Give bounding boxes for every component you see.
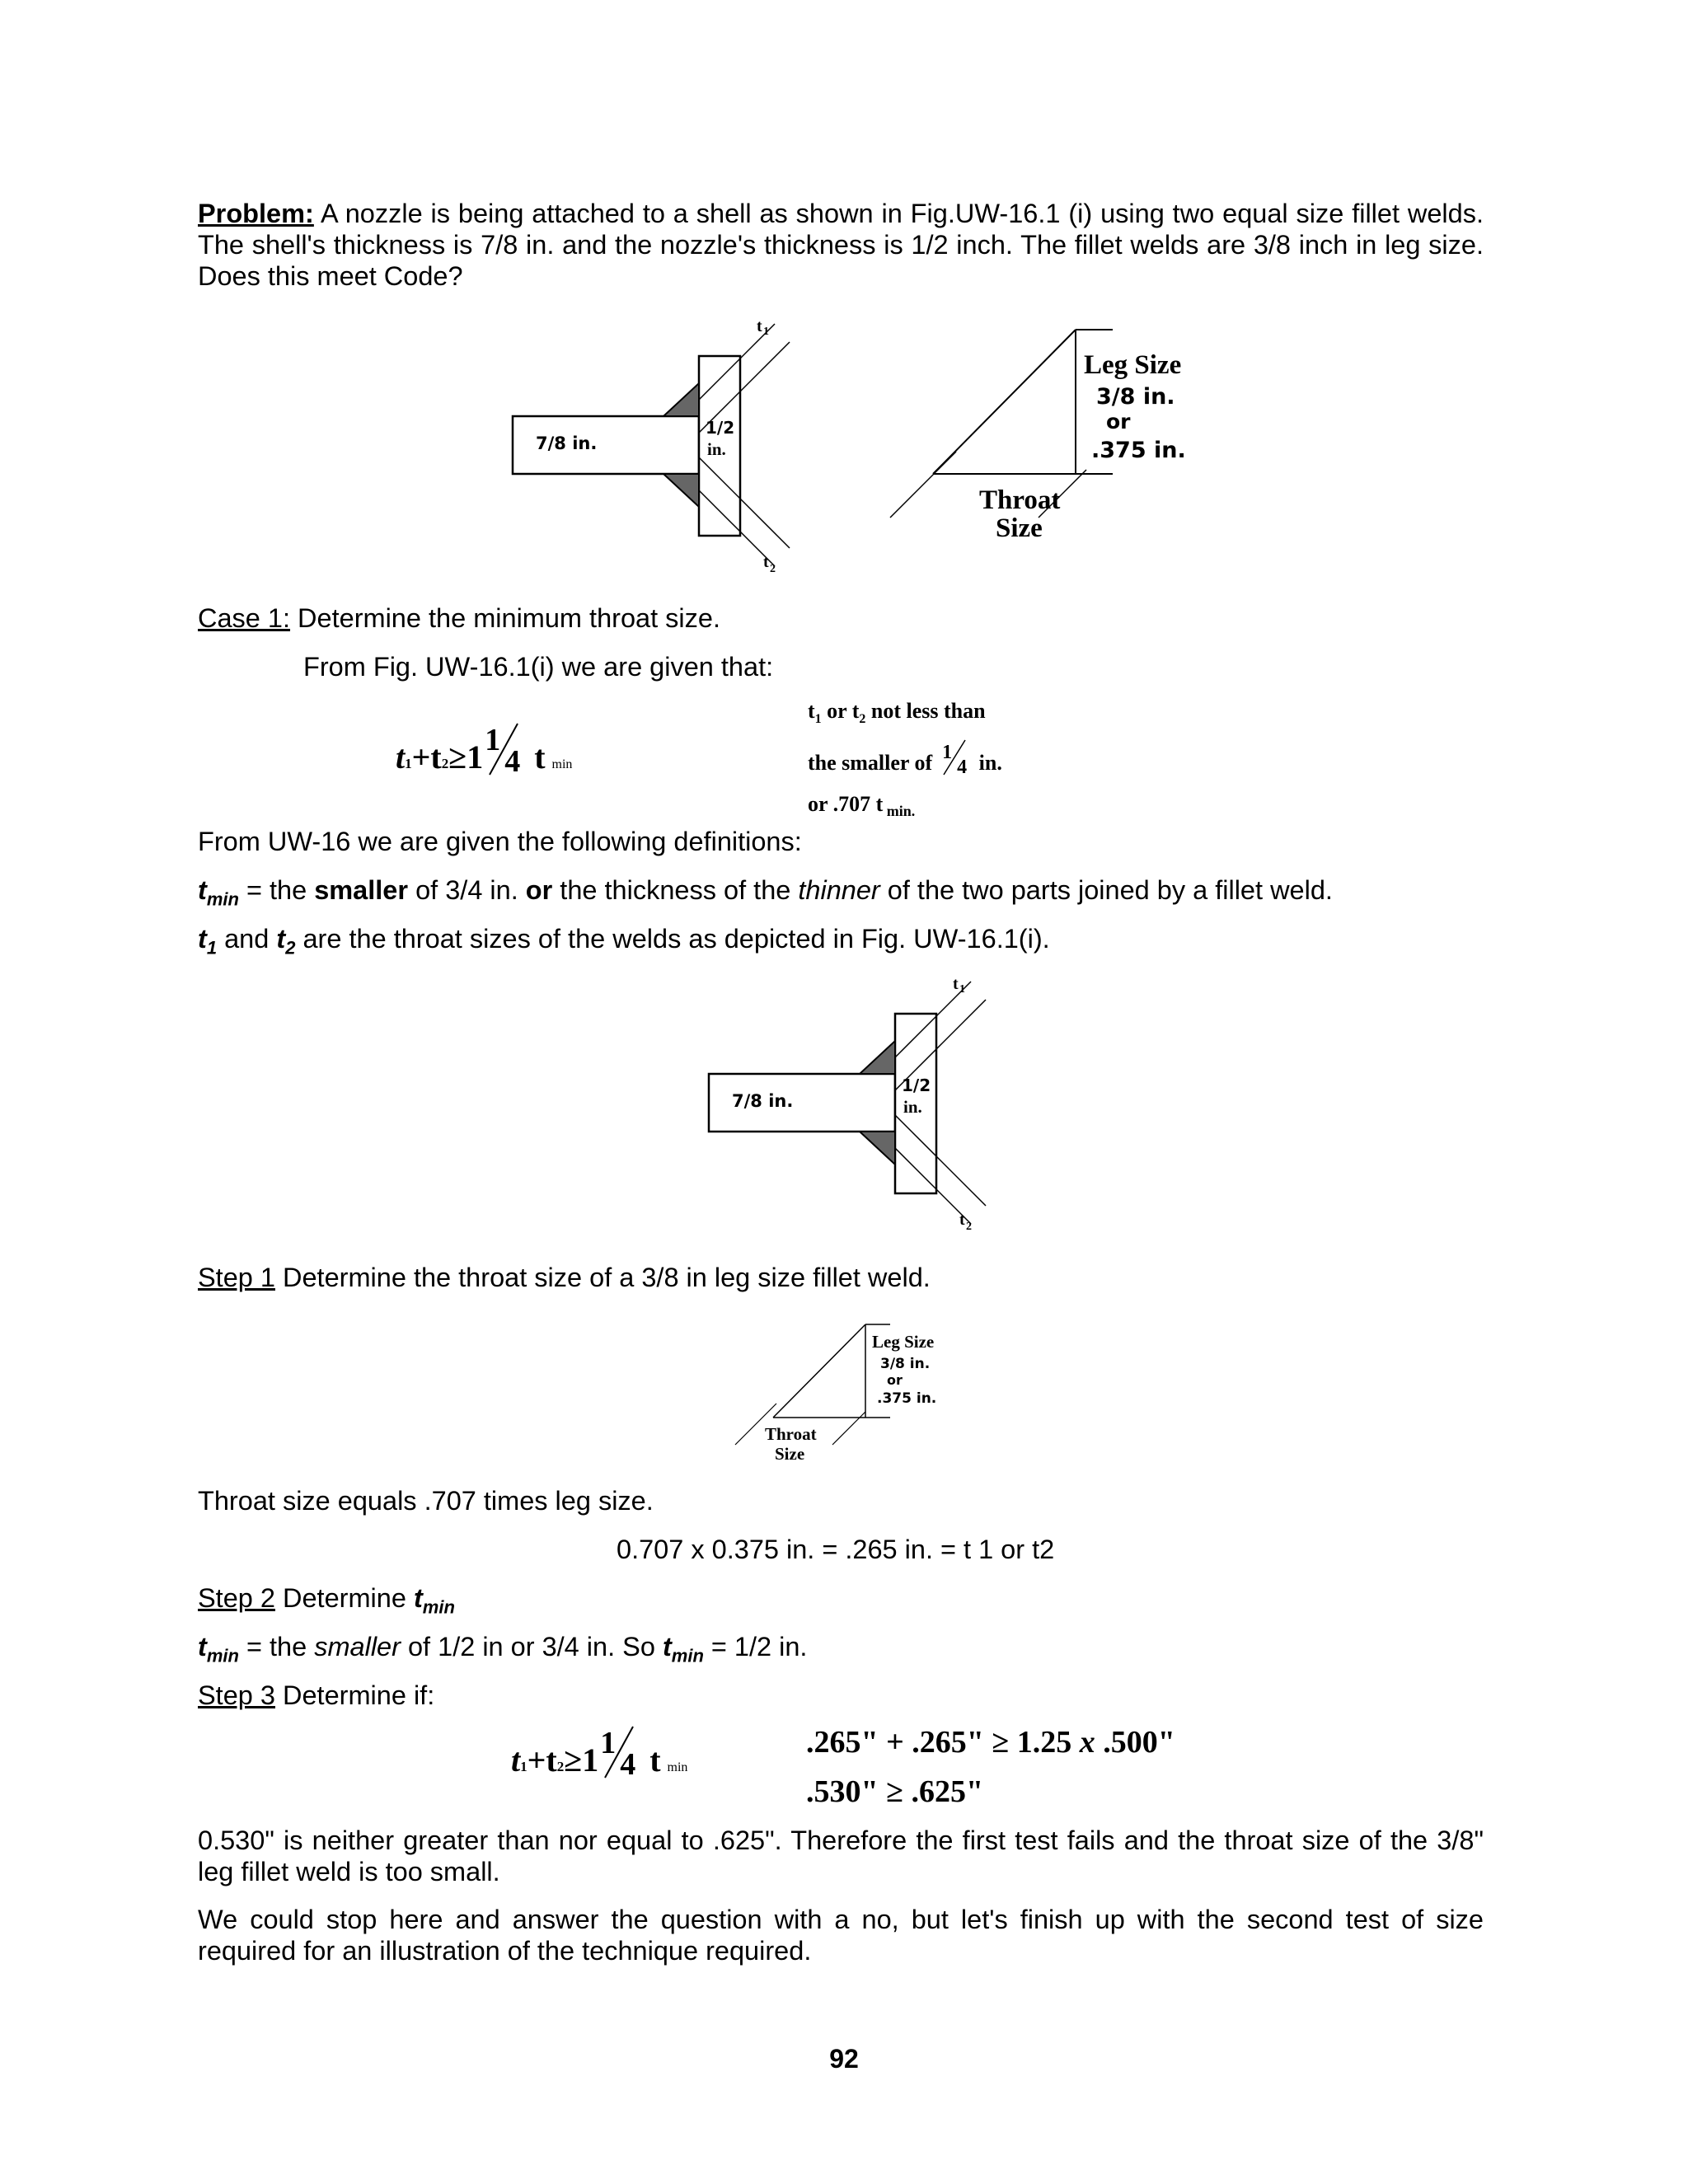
t2-label-2: t (959, 1211, 965, 1229)
small-throat-2: Size (775, 1444, 805, 1464)
case1-given: From Fig. UW-16.1(i) we are given that: (303, 652, 774, 682)
throat-label-1: Throat (979, 485, 1061, 515)
formula-1 (396, 723, 573, 779)
cond-fraction (939, 742, 973, 779)
cond-line3-sub: min. (883, 803, 916, 820)
formula-num: 1 (485, 723, 501, 757)
formula-t1: t (396, 738, 406, 776)
problem-label: Problem: (198, 199, 314, 228)
step3-text: Determine if: (274, 1680, 435, 1710)
cond-or: or t (821, 699, 860, 723)
formula-s2: 2 (441, 756, 449, 771)
formula-s1: 1 (405, 756, 412, 771)
formula-ge: ≥ (448, 738, 467, 776)
weld-triangle-figure-2 (725, 1315, 956, 1479)
cond-den: 4 (957, 757, 968, 779)
small-leg-value-1: 3/8 in. (880, 1356, 931, 1372)
cond-line2-head: the smaller of (808, 751, 933, 776)
definition-tmin: $t_{min}$ = the smaller of 3/4 in. or the thickness of the thinner of the two parts joined by a fillet weld. (198, 875, 1333, 910)
nozzle-figure-2 (691, 971, 1004, 1243)
step2-tmin-line: $t_{min}$ = the smaller of 1/2 in or 3/4 in. So $t_{min} = 1/2$ in. (198, 1632, 808, 1666)
cond-t1: t (808, 699, 815, 723)
conclusion-paragraph-2: We could stop here and answer the question with a no, but let's finish up with the second test of size required for an illustration of the technique required. (198, 1905, 1484, 1966)
formula-den: 4 (504, 744, 521, 779)
t2-label: t (763, 553, 769, 571)
cond-num: 1 (942, 742, 953, 764)
condition-block (808, 699, 1002, 823)
formula-t2: t (430, 738, 442, 776)
throat-calculation: 0.707 x 0.375 in. = .265 in. = t 1 or t2 (617, 1535, 1055, 1564)
t1-sub: 1 (763, 326, 769, 338)
shell-thickness-label-2: 7/8 in. (732, 1091, 794, 1111)
formula-min: min (551, 757, 573, 771)
cond-line1-tail: not less than (865, 699, 986, 723)
formula-t: t (534, 738, 546, 776)
step2-heading: Step 2 Determine $t_{min}$ (198, 1583, 455, 1618)
case1-text: Determine the minimum throat size. (290, 603, 720, 633)
step3-eq2: .530" ≥ .625" (806, 1774, 984, 1809)
weld-triangle-figure-1 (874, 317, 1220, 556)
step3-heading (198, 1680, 1484, 1711)
leg-size-value-2: .375 in. (1091, 438, 1186, 463)
nozzle-thickness-label: 1/2 (706, 418, 735, 438)
throat-equals-text: Throat size equals .707 times leg size. (198, 1486, 654, 1516)
case1-heading (198, 602, 1484, 634)
step1-label: Step 1 (198, 1263, 275, 1292)
step3-eq1: .265" + .265" ≥ 1.25 x .500" (806, 1725, 1175, 1760)
cond-line3-head: or .707 t (808, 792, 884, 817)
formula-whole: 1 (467, 738, 484, 776)
small-leg-or: or (887, 1372, 903, 1388)
nozzle-thickness-unit: in. (707, 439, 726, 459)
cond-line2-tail: in. (973, 751, 1002, 776)
small-leg-size-title: Leg Size (872, 1332, 935, 1352)
cond-s1: 1 (814, 712, 822, 727)
formula-2: t1+t2≥1 1 4 t min (511, 1726, 688, 1782)
definition-t1-t2: $t_1$ and $t_2$ are the throat sizes of the welds as depicted in Fig. UW-16.1(i). (198, 924, 1050, 958)
step2-label: Step 2 (198, 1583, 275, 1613)
step1-heading (198, 1262, 1484, 1293)
shell-thickness-label: 7/8 in. (536, 434, 598, 453)
leg-size-title: Leg Size (1084, 350, 1182, 380)
t2-sub-2: 2 (966, 1221, 972, 1233)
step2-text: Determine (274, 1583, 414, 1613)
step3-label: Step 3 (198, 1680, 275, 1710)
def-tmin-symbol: $t_{min}$ (198, 875, 239, 910)
t1-sub-2: 1 (959, 983, 965, 996)
formula-2-fraction: 1 4 (600, 1726, 636, 1782)
cond-s2: 2 (859, 712, 866, 727)
formula-fraction (483, 723, 529, 779)
leg-size-or: or (1106, 410, 1131, 434)
nozzle-thickness-label-2: 1/2 (902, 1076, 931, 1095)
formula-plus: + (411, 738, 431, 776)
t1-label-2: t (953, 975, 959, 993)
conclusion-paragraph-1: 0.530" is neither greater than nor equal to .625". Therefore the first test fails and the throat size of the 3/8" leg fillet weld is too small. (198, 1825, 1484, 1886)
problem-paragraph (198, 198, 1484, 292)
nozzle-figure-1 (495, 313, 808, 585)
t2-sub: 2 (770, 563, 776, 575)
leg-size-value-1: 3/8 in. (1096, 384, 1175, 410)
step1-text: Determine the throat size of a 3/8 in leg size fillet weld. (274, 1263, 931, 1292)
step3-equations (806, 1718, 1175, 1816)
nozzle-thickness-unit-2: in. (903, 1097, 922, 1117)
case1-label: Case 1: (198, 603, 291, 633)
small-throat-1: Throat (765, 1424, 817, 1444)
small-leg-value-2: .375 in. (877, 1390, 937, 1407)
throat-label-2: Size (996, 513, 1043, 543)
definitions-intro: From UW-16 we are given the following definitions: (198, 827, 802, 856)
t1-label: t (757, 317, 762, 335)
problem-text: A nozzle is being attached to a shell as shown in Fig.UW-16.1 (i) using two equal size fillet welds. The shell's thickness is 7/8 in. and the nozzle's thickness is 1/2 inch. The fillet welds are 3/8 inch in leg size. Does this meet Code? (198, 199, 1484, 291)
page-number: 92 (829, 2044, 859, 2074)
